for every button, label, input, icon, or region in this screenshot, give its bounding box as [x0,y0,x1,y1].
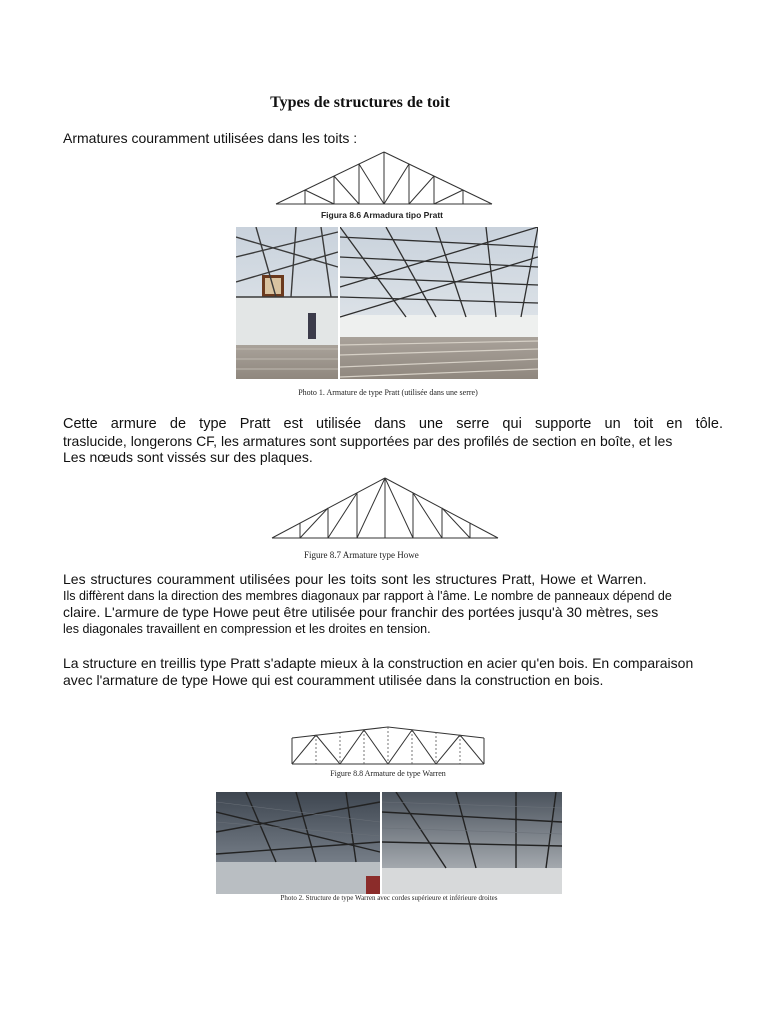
pratt-truss-figure [230,148,546,222]
page-title: Types de structures de toit [270,94,450,111]
warren-structure-photo [216,792,562,894]
warren-truss-diagram [290,724,486,768]
paragraph-line: avec l'armature de type Howe qui est couramment utilisée dans la construction en bois. [63,671,604,688]
pratt-figure-caption: Figura 8.6 Armadura tipo Pratt [320,210,443,220]
photo2-caption: Photo 2. Structure de type Warren avec cordes supérieure et inférieure droites [280,894,498,902]
paragraph-line: claire. L'armure de type Howe peut être utilisée pour franchir des portées jusqu'à 30 mètres, ses [63,604,659,620]
howe-truss-figure [268,474,504,564]
paragraph-line: traslucide, longerons CF, les armatures sont supportées par des profilés de section en boîte, et les [63,432,673,449]
paragraph-line: Les nœuds sont vissés sur des plaques. [63,449,313,465]
intro-text: Armatures couramment utilisées dans les toits : [63,130,358,146]
paragraph-line: Ils diffèrent dans la direction des membres diagonaux par rapport à l'âme. Le nombre de panneaux dépend de [63,588,672,603]
warren-truss-figure [290,724,486,780]
paragraph-line: Cette armure de type Pratt est utilisée dans une serre qui supporte un toit en tôle. [63,416,723,432]
paragraph-line: La structure en treillis type Pratt s'adapte mieux à la construction en acier qu'en bois. En comparaison [63,655,694,671]
pratt-truss-diagram [230,148,546,212]
warren-figure-caption: Figure 8.8 Armature de type Warren [330,769,446,778]
howe-truss-diagram [268,474,504,542]
truss-types-paragraph [63,571,723,637]
photo1-caption: Photo 1. Armature de type Pratt (utilisée dans une serre) [298,388,478,397]
pratt-description-paragraph [63,416,723,466]
pratt-steel-paragraph [63,655,723,688]
howe-figure-caption: Figure 8.7 Armature type Howe [304,550,419,560]
paragraph-line: les diagonales travaillent en compression et les droites en tension. [63,621,431,636]
paragraph-line: Les structures couramment utilisées pour les toits sont les structures Pratt, Howe et Warren. [63,571,647,587]
greenhouse-photo [236,227,538,379]
